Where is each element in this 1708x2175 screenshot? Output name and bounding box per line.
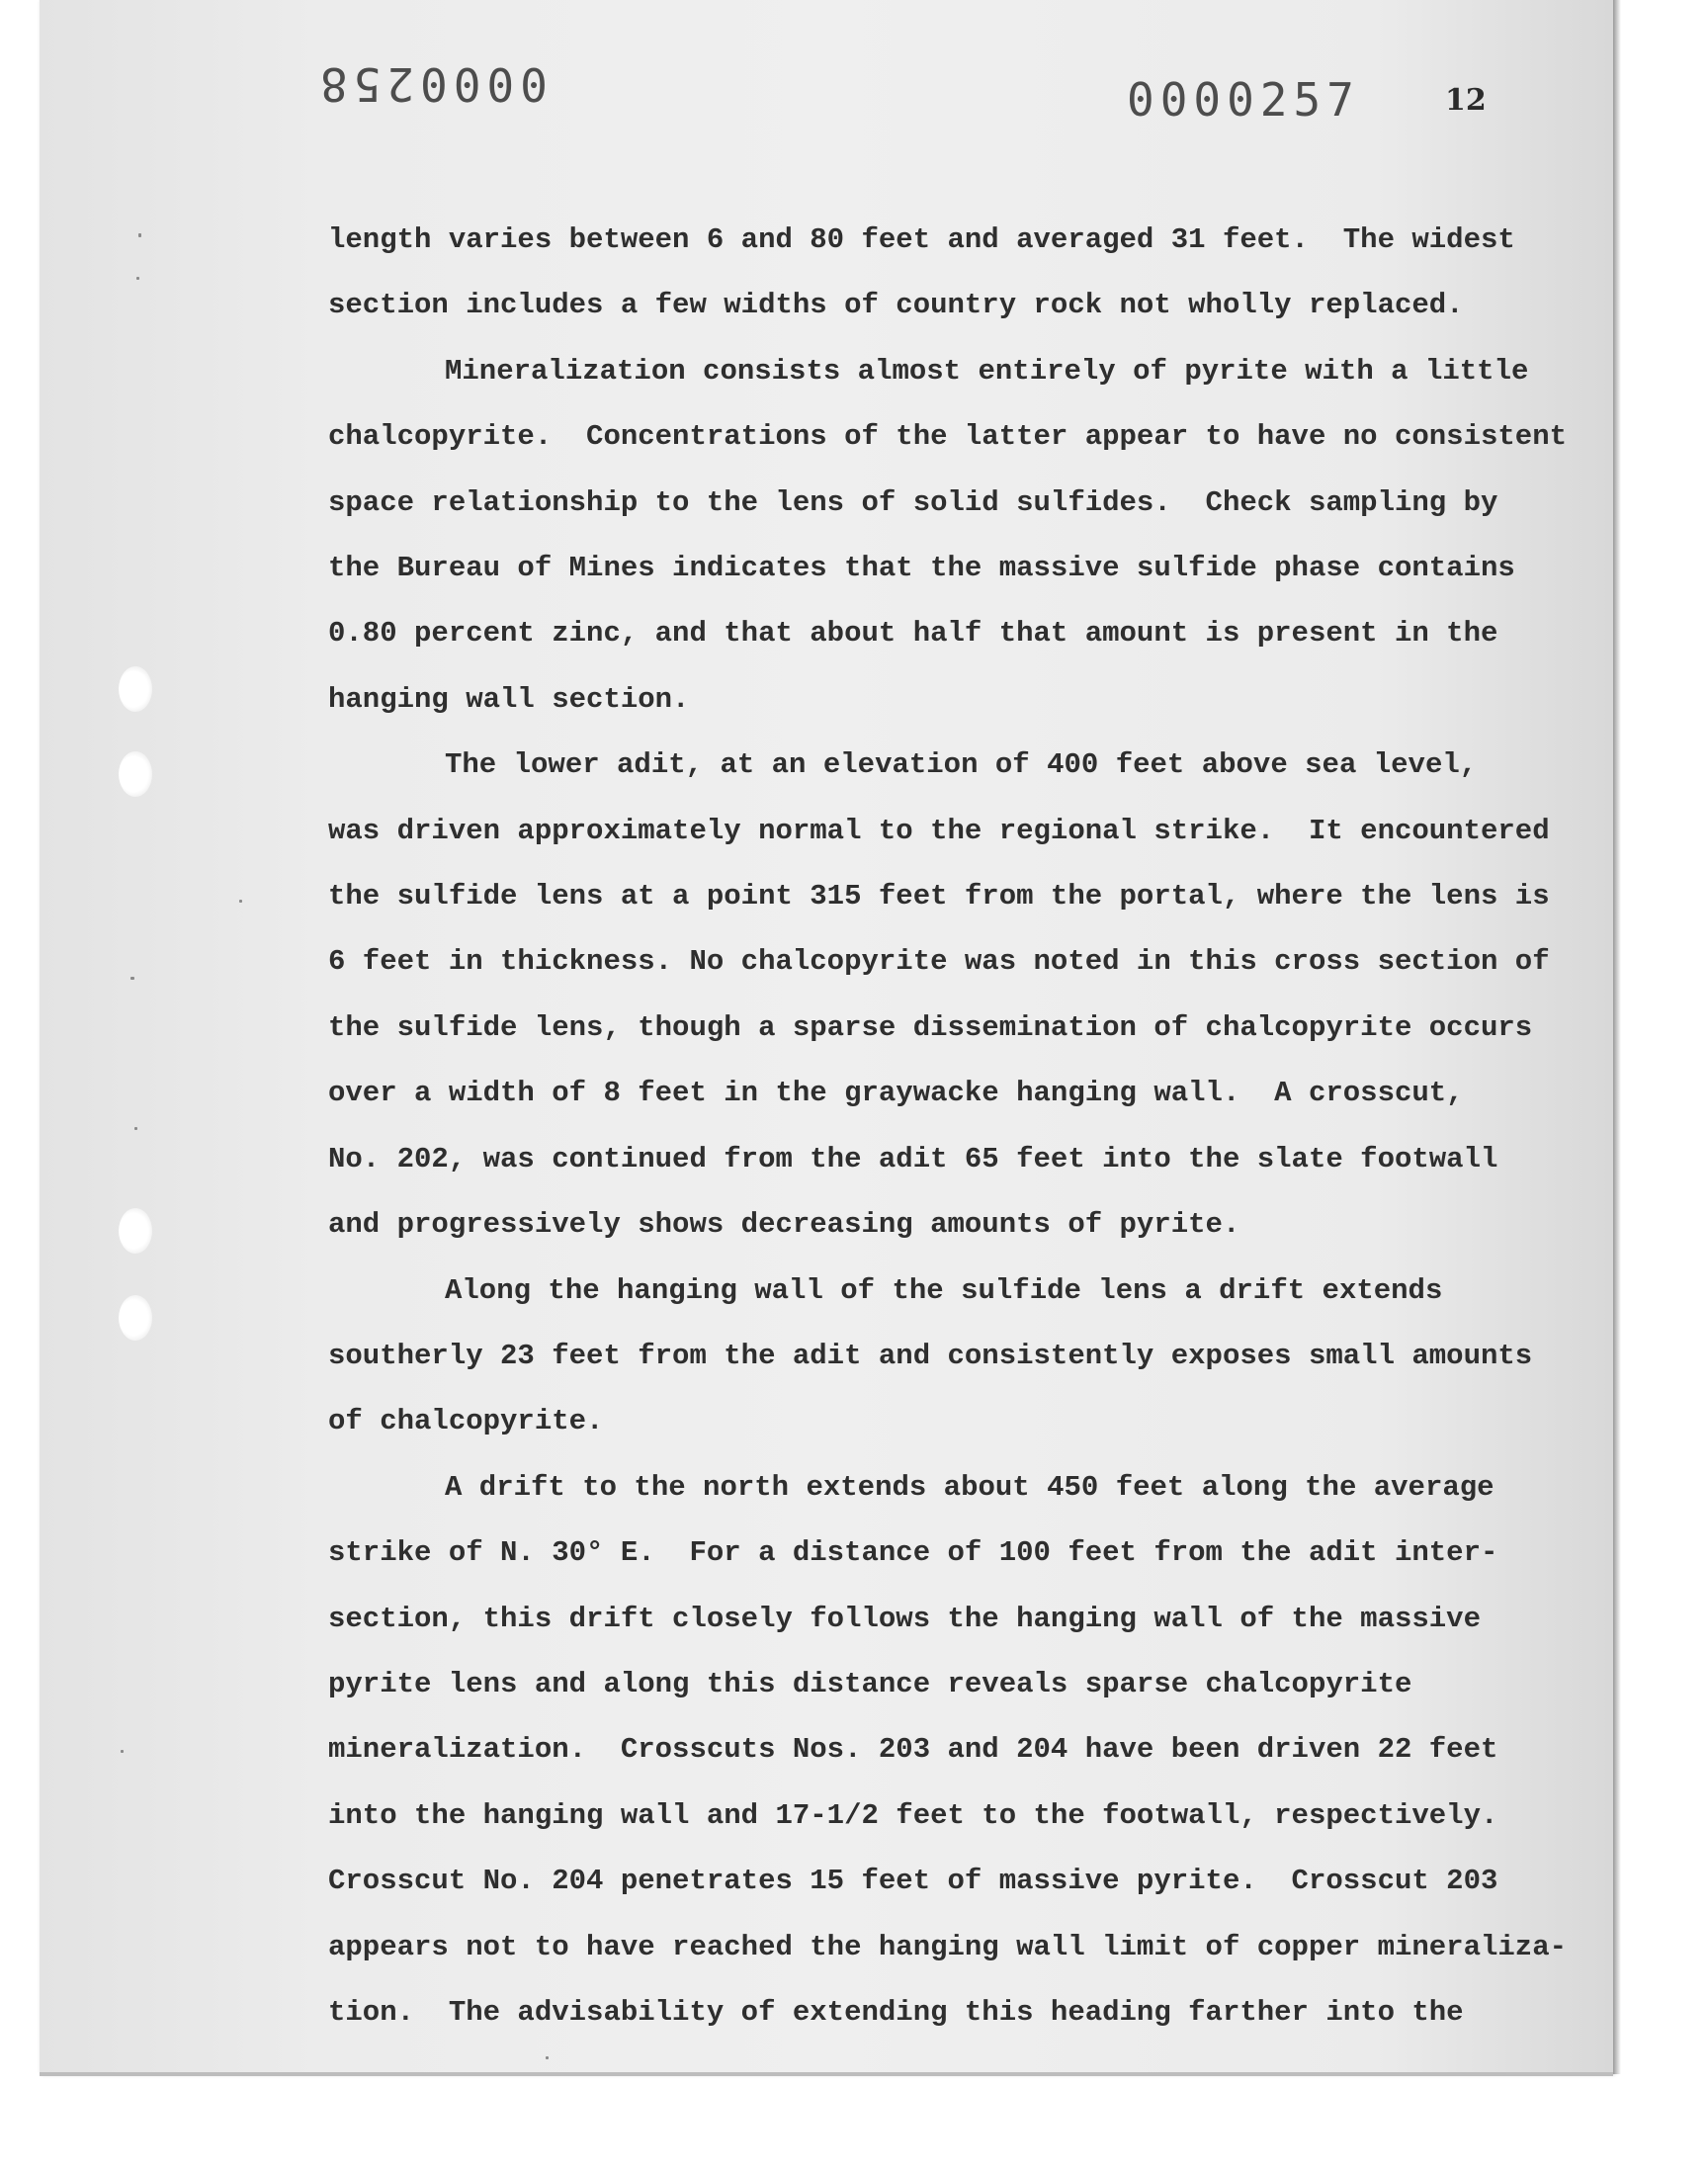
text-line: length varies between 6 and 80 feet and averaged 31 feet. The widest [328,223,1515,256]
text-line: mineralization. Crosscuts Nos. 203 and 204 have been driven 22 feet [328,1733,1498,1767]
text-line: Mineralization consists almost entirely of pyrite with a little [445,354,1529,388]
text-line: over a width of 8 feet in the graywacke hanging wall. A crosscut, [328,1077,1464,1110]
scan-speck [121,1750,124,1753]
text-line: strike of N. 30° E. For a distance of 100 feet from the adit inter- [328,1536,1498,1570]
scan-speck [136,277,139,280]
text-line: hanging wall section. [328,682,690,716]
text-line: section, this drift closely follows the hanging wall of the massive [328,1602,1481,1635]
scan-speck [134,1127,137,1130]
text-line: was driven approximately normal to the regional strike. It encountered [328,814,1550,847]
text-line: and progressively shows decreasing amounts of pyrite. [328,1208,1240,1242]
text-line: tion. The advisability of extending this heading farther into the [328,1995,1464,2029]
text-line: the Bureau of Mines indicates that the massive sulfide phase contains [328,552,1515,585]
text-line: space relationship to the lens of solid sulfides. Check sampling by [328,485,1498,519]
text-line: Along the hanging wall of the sulfide lens a drift extends [445,1273,1443,1307]
text-line: A drift to the north extends about 450 feet along the average [445,1470,1494,1504]
text-line: Crosscut No. 204 penetrates 15 feet of massive pyrite. Crosscut 203 [328,1865,1498,1898]
page-edge-shadow [1613,0,1621,2074]
text-line: 6 feet in thickness. No chalcopyrite was noted in this cross section of [328,945,1550,979]
punch-hole-3 [119,1208,152,1254]
text-line: chalcopyrite. Concentrations of the latter appear to have no consistent [328,420,1568,454]
bates-stamp: 0000257 [1127,73,1360,127]
text-line: The lower adit, at an elevation of 400 feet above sea level, [445,748,1478,782]
scan-speck [546,2056,549,2059]
bates-stamp-upside-down: 0000258 [314,57,548,111]
scan-speck [239,900,242,903]
punch-hole-4 [119,1295,152,1341]
scan-speck [138,233,141,237]
text-line: of chalcopyrite. [328,1405,604,1438]
text-line: southerly 23 feet from the adit and consistently exposes small amounts [328,1339,1533,1372]
text-line: No. 202, was continued from the adit 65 feet into the slate footwall [328,1142,1498,1175]
text-line: the sulfide lens, though a sparse dissemination of chalcopyrite occurs [328,1010,1533,1044]
page-number: 12 [1445,83,1487,118]
punch-hole-2 [119,751,152,797]
body-text [328,208,1568,2045]
text-line: 0.80 percent zinc, and that about half that amount is present in the [328,617,1498,651]
text-line: section includes a few widths of country rock not wholly replaced. [328,289,1464,322]
text-line: the sulfide lens at a point 315 feet from the portal, where the lens is [328,880,1550,914]
scan-speck [130,977,134,980]
punch-hole-1 [119,666,152,712]
text-line: into the hanging wall and 17-1/2 feet to the footwall, respectively. [328,1798,1498,1832]
text-line: pyrite lens and along this distance reveals sparse chalcopyrite [328,1667,1412,1700]
text-line: appears not to have reached the hanging wall limit of copper mineraliza- [328,1930,1568,1963]
page-bottom-edge [40,2072,1613,2076]
